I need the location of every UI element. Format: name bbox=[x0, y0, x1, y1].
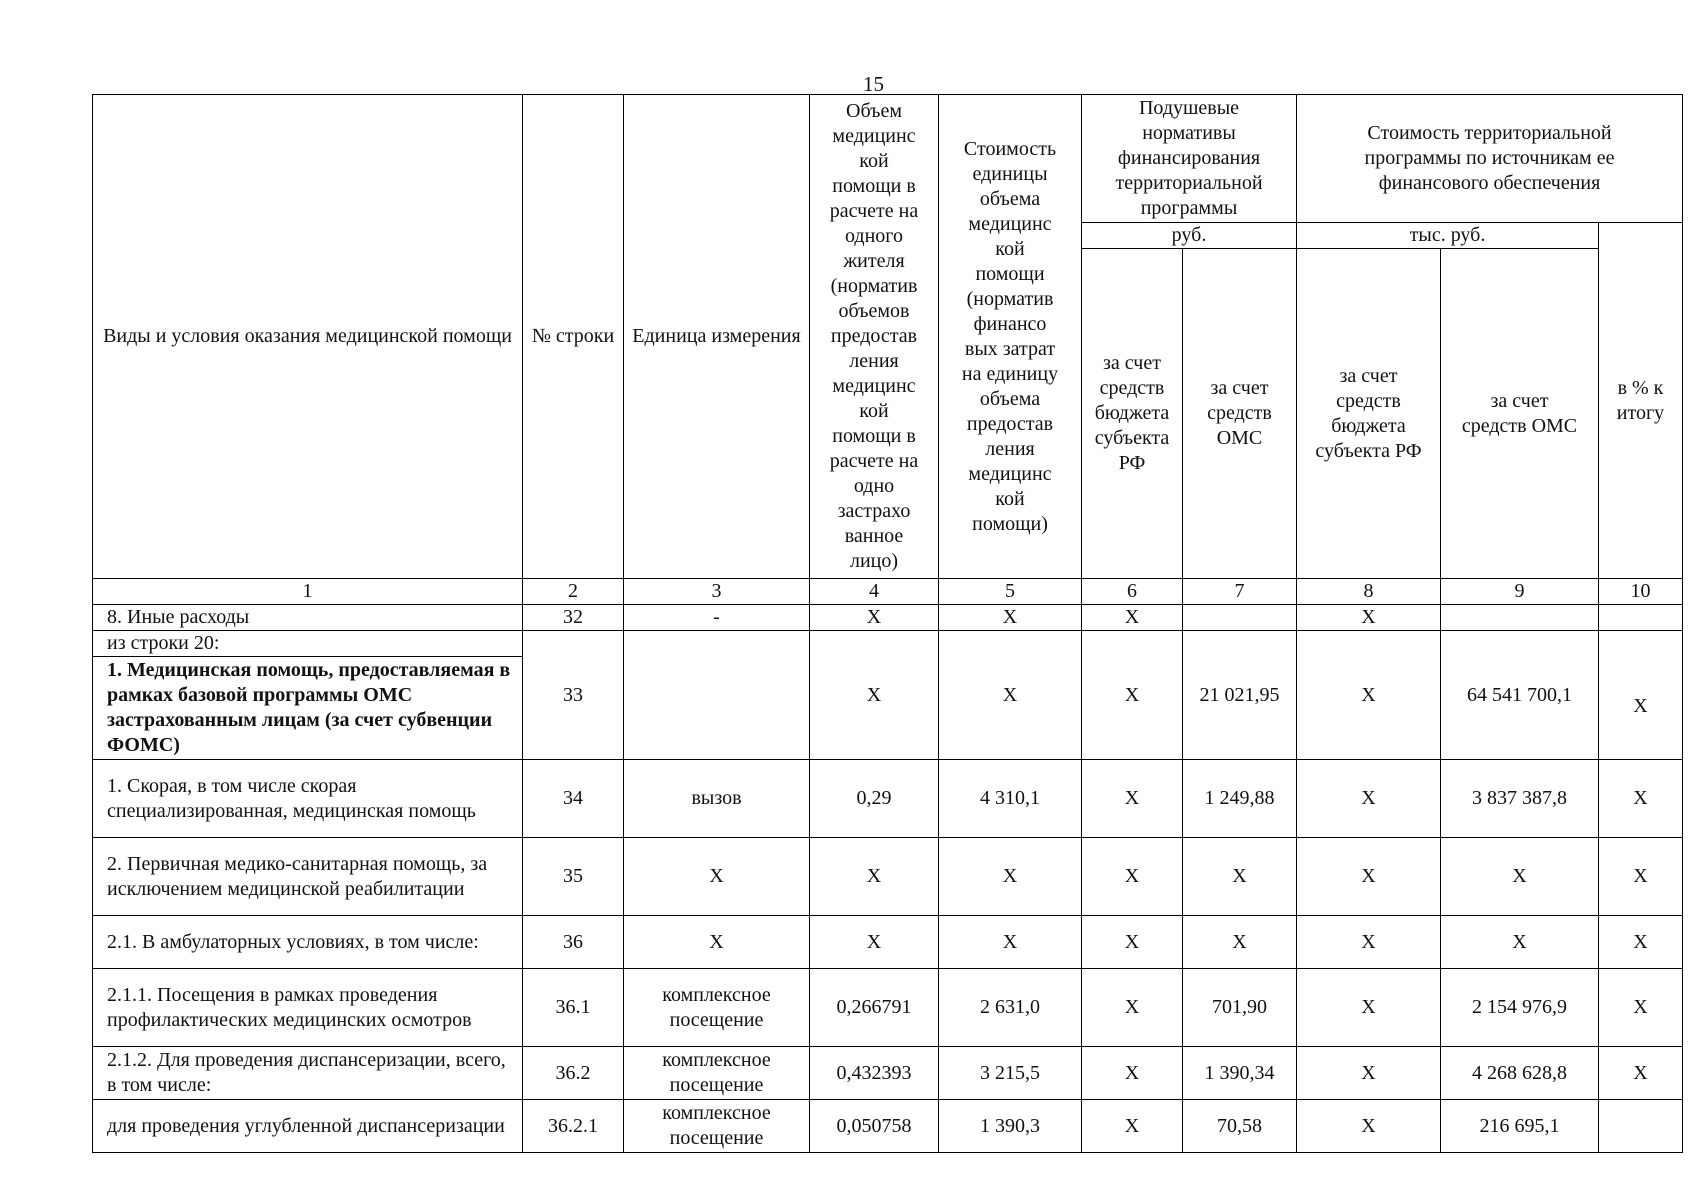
row-percent: X bbox=[1599, 969, 1683, 1047]
row-budget-rub: X bbox=[1082, 1047, 1183, 1100]
column-numbers-row bbox=[93, 579, 1683, 605]
row-oms-rub: 21 021,95 bbox=[1183, 631, 1297, 760]
row-unit-cost: 2 631,0 bbox=[939, 969, 1082, 1047]
row-unit: X bbox=[624, 838, 810, 916]
row-line-number: 36 bbox=[523, 916, 624, 969]
row-volume: X bbox=[810, 916, 939, 969]
row-oms-rub bbox=[1183, 605, 1297, 631]
row-oms-rub: 1 390,34 bbox=[1183, 1047, 1297, 1100]
row-unit-cost: X bbox=[939, 605, 1082, 631]
header-volume: Объем медицинс кой помощи в расчете на одного жителя (норматив объемов предостав ления медицинс кой помощи в расчете на одно застрахо ванное лицо) bbox=[810, 95, 939, 579]
row-volume: X bbox=[810, 838, 939, 916]
row-percent bbox=[1599, 1100, 1683, 1153]
row-name: 2.1.1. Посещения в рамках проведения профилактических медицинских осмотров bbox=[93, 969, 523, 1047]
row-unit: - bbox=[624, 605, 810, 631]
row-percent: X bbox=[1599, 1047, 1683, 1100]
row-name: 8. Иные расходы bbox=[93, 605, 523, 631]
row-oms-rub: X bbox=[1183, 916, 1297, 969]
row-unit-cost: 4 310,1 bbox=[939, 760, 1082, 838]
row-percent: X bbox=[1599, 760, 1683, 838]
row-oms-thousand: 4 268 628,8 bbox=[1441, 1047, 1599, 1100]
row-budget-rub: X bbox=[1082, 760, 1183, 838]
row-unit: комплексное посещение bbox=[624, 1047, 810, 1100]
row-volume: 0,29 bbox=[810, 760, 939, 838]
row-budget-rub: X bbox=[1082, 605, 1183, 631]
table-row bbox=[93, 1047, 1683, 1100]
row-unit-cost: X bbox=[939, 838, 1082, 916]
row-oms-thousand: 2 154 976,9 bbox=[1441, 969, 1599, 1047]
row-unit: комплексное посещение bbox=[624, 969, 810, 1047]
row-budget-thousand: X bbox=[1297, 605, 1441, 631]
table-row bbox=[93, 1100, 1683, 1153]
header-oms-thousand: за счет средств ОМС bbox=[1441, 249, 1599, 579]
table-row bbox=[93, 916, 1683, 969]
row-oms-rub: X bbox=[1183, 838, 1297, 916]
row-oms-thousand: X bbox=[1441, 838, 1599, 916]
row-budget-rub: X bbox=[1082, 838, 1183, 916]
header-percent-of-total: в % к итогу bbox=[1599, 223, 1683, 579]
row-oms-thousand: 216 695,1 bbox=[1441, 1100, 1599, 1153]
row-line-number: 36.1 bbox=[523, 969, 624, 1047]
row-name: 1. Медицинская помощь, предоставляемая в рамках базовой программы ОМС застрахованным лицам (за счет субвенции ФОМС) bbox=[93, 657, 523, 760]
row-percent: X bbox=[1599, 631, 1683, 760]
header-program-cost: Стоимость территориальной программы по источникам ее финансового обеспечения bbox=[1297, 95, 1683, 223]
row-percent: X bbox=[1599, 838, 1683, 916]
column-number: 2 bbox=[523, 579, 624, 605]
row-budget-rub: X bbox=[1082, 1100, 1183, 1153]
row-oms-thousand: 3 837 387,8 bbox=[1441, 760, 1599, 838]
column-number: 9 bbox=[1441, 579, 1599, 605]
page-number: 15 bbox=[863, 72, 884, 96]
row-volume: 0,432393 bbox=[810, 1047, 939, 1100]
header-unit: Единица измерения bbox=[624, 95, 810, 579]
row-volume: X bbox=[810, 605, 939, 631]
row-line-number: 35 bbox=[523, 838, 624, 916]
row-budget-thousand: X bbox=[1297, 916, 1441, 969]
row-oms-thousand: X bbox=[1441, 916, 1599, 969]
row-name: 1. Скорая, в том числе скорая специализированная, медицинская помощь bbox=[93, 760, 523, 838]
row-unit-cost: X bbox=[939, 916, 1082, 969]
row-unit: X bbox=[624, 916, 810, 969]
row-line-number: 36.2 bbox=[523, 1047, 624, 1100]
row-volume: 0,050758 bbox=[810, 1100, 939, 1153]
row-budget-thousand: X bbox=[1297, 631, 1441, 760]
row-percent: X bbox=[1599, 916, 1683, 969]
row-budget-rub: X bbox=[1082, 969, 1183, 1047]
header-line-number: № строки bbox=[523, 95, 624, 579]
row-name: 2.1. В амбулаторных условиях, в том числе: bbox=[93, 916, 523, 969]
table-row bbox=[93, 631, 1683, 657]
header-unit-cost: Стоимость единицы объема медицинс кой помощи (норматив финансо вых затрат на единицу объема предостав ления медицинс кой помощи) bbox=[939, 95, 1082, 579]
row-volume: X bbox=[810, 631, 939, 760]
row-unit: комплексное посещение bbox=[624, 1100, 810, 1153]
row-oms-thousand bbox=[1441, 605, 1599, 631]
column-number: 6 bbox=[1082, 579, 1183, 605]
row-name: для проведения углубленной диспансеризации bbox=[93, 1100, 523, 1153]
row-line-number: 33 bbox=[523, 631, 624, 760]
row-line-number: 36.2.1 bbox=[523, 1100, 624, 1153]
row-budget-thousand: X bbox=[1297, 838, 1441, 916]
table-row bbox=[93, 605, 1683, 631]
header-per-capita-normatives: Подушевые нормативы финансирования территориальной программы bbox=[1082, 95, 1297, 223]
header-row bbox=[93, 95, 1683, 223]
row-budget-thousand: X bbox=[1297, 1047, 1441, 1100]
row-budget-thousand: X bbox=[1297, 760, 1441, 838]
row-oms-rub: 1 249,88 bbox=[1183, 760, 1297, 838]
row-unit bbox=[624, 631, 810, 760]
table-row bbox=[93, 760, 1683, 838]
column-number: 4 bbox=[810, 579, 939, 605]
row-name: 2. Первичная медико-санитарная помощь, за исключением медицинской реабилитации bbox=[93, 838, 523, 916]
column-number: 8 bbox=[1297, 579, 1441, 605]
financing-table bbox=[92, 94, 1683, 1153]
row-budget-rub: X bbox=[1082, 916, 1183, 969]
row-oms-rub: 70,58 bbox=[1183, 1100, 1297, 1153]
from-line-label: из строки 20: bbox=[93, 631, 523, 657]
row-oms-rub: 701,90 bbox=[1183, 969, 1297, 1047]
row-budget-rub: X bbox=[1082, 631, 1183, 760]
row-line-number: 34 bbox=[523, 760, 624, 838]
row-oms-thousand: 64 541 700,1 bbox=[1441, 631, 1599, 760]
column-number: 10 bbox=[1599, 579, 1683, 605]
row-unit-cost: 3 215,5 bbox=[939, 1047, 1082, 1100]
row-budget-thousand: X bbox=[1297, 1100, 1441, 1153]
column-number: 5 bbox=[939, 579, 1082, 605]
row-unit: вызов bbox=[624, 760, 810, 838]
table-row bbox=[93, 838, 1683, 916]
column-number: 1 bbox=[93, 579, 523, 605]
header-kinds-of-care: Виды и условия оказания медицинской помощи bbox=[93, 95, 523, 579]
row-volume: 0,266791 bbox=[810, 969, 939, 1047]
row-unit-cost: X bbox=[939, 631, 1082, 760]
header-unit-thousand-rub: тыс. руб. bbox=[1297, 223, 1599, 249]
column-number: 7 bbox=[1183, 579, 1297, 605]
header-budget-thousand: за счет средств бюджета субъекта РФ bbox=[1297, 249, 1441, 579]
header-oms-rub: за счет средств ОМС bbox=[1183, 249, 1297, 579]
row-budget-thousand: X bbox=[1297, 969, 1441, 1047]
table-row bbox=[93, 969, 1683, 1047]
header-budget-rub: за счет средств бюджета субъекта РФ bbox=[1082, 249, 1183, 579]
row-unit-cost: 1 390,3 bbox=[939, 1100, 1082, 1153]
column-number: 3 bbox=[624, 579, 810, 605]
row-name: 2.1.2. Для проведения диспансеризации, всего, в том числе: bbox=[93, 1047, 523, 1100]
row-line-number: 32 bbox=[523, 605, 624, 631]
header-unit-rub: руб. bbox=[1082, 223, 1297, 249]
row-percent bbox=[1599, 605, 1683, 631]
